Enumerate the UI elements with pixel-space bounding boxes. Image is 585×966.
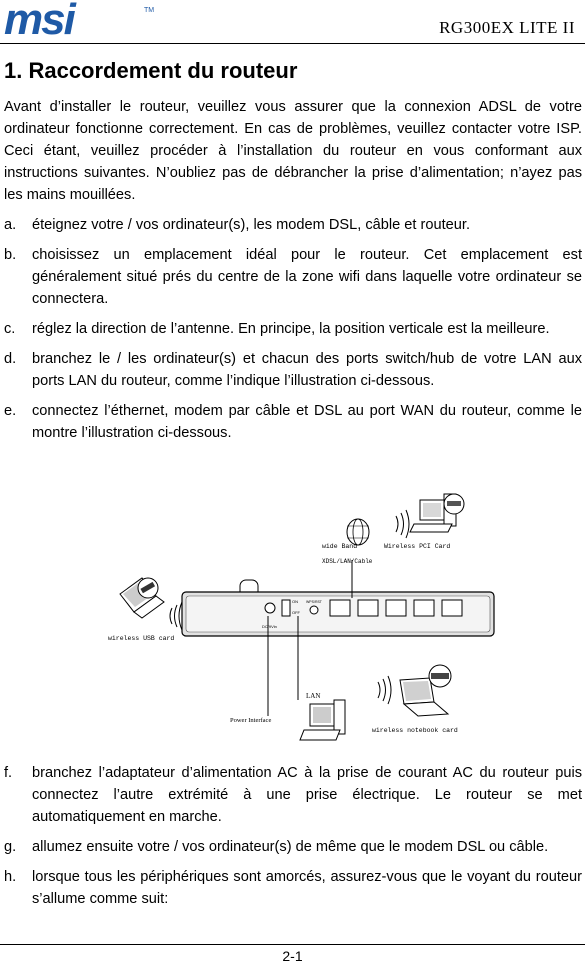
list-marker: e. — [4, 403, 17, 419]
list-marker: g. — [4, 839, 17, 855]
list-text: réglez la direction de l’antenne. En principe, la position verticale est la meilleure. — [32, 321, 550, 337]
label-dcin: DC/9Vin — [262, 624, 277, 629]
list-item — [4, 762, 582, 828]
svg-text:TM: TM — [144, 7, 155, 14]
list-item — [4, 244, 582, 310]
wifi-waves-icon — [170, 602, 182, 630]
list-marker: h. — [4, 869, 17, 885]
header-divider — [0, 43, 585, 44]
list-text: connectez l’éthernet, modem par câble et DSL au port WAN du routeur, comme le montre l’illustration ci-dessous. — [32, 403, 582, 441]
list-text: lorsque tous les périphériques sont amorcés, assurez-vous que le voyant du routeur s’allume comme suit: — [32, 869, 582, 907]
router-connection-diagram — [100, 486, 500, 748]
list-item — [4, 836, 582, 858]
label-notebook: wireless notebook card — [372, 727, 458, 734]
msi-logo — [4, 2, 164, 40]
list-text: éteignez votre / vos ordinateur(s), les modem DSL, câble et routeur. — [32, 217, 471, 233]
section-title: 1. Raccordement du routeur — [4, 58, 298, 83]
label-usb: wireless USB card — [108, 635, 175, 642]
list-text: allumez ensuite votre / vos ordinateur(s) de même que le modem DSL ou câble. — [32, 839, 549, 855]
ethernet-ports — [330, 600, 462, 616]
globe-icon — [347, 519, 369, 545]
list-item — [4, 348, 582, 392]
list-marker: b. — [4, 247, 17, 263]
intro-paragraph: Avant d’installer le routeur, veuillez vous assurer que la connexion ADSL de votre ordinateur fonctionne correctement. En cas de problèmes, veuillez contacter votre ISP. Ceci étant, veuillez procéder à l’installation du routeur en vous conformant aux instructions suivantes. N’oubliez pas de débrancher la prise d’alimentation; n’ayez pas les mains mouillées. — [4, 99, 582, 203]
page-number: 2-1 — [282, 948, 303, 964]
label-lan: LAN — [306, 692, 321, 700]
label-power: Power Interface — [230, 717, 272, 724]
wifi-waves-icon — [378, 676, 391, 704]
list-text: choisissez un emplacement idéal pour le routeur. Cet emplacement est généralement situé prés du centre de la zone wifi dans laquelle votre ordinateur se connectera. — [32, 247, 582, 307]
list-text: branchez le / les ordinateur(s) et chacun des ports switch/hub de votre LAN aux ports LAN du routeur, comme l’indique l’illustration ci-dessous. — [32, 351, 582, 389]
list-marker: c. — [4, 321, 16, 337]
body-text-continued — [4, 762, 582, 910]
lan-pc-icon — [300, 700, 345, 740]
list-item — [4, 214, 582, 236]
label-on: ON — [292, 599, 298, 604]
list-marker: f. — [4, 765, 13, 781]
router-back-panel — [182, 580, 494, 636]
model-name: RG300EX LITE II — [439, 18, 575, 37]
list-text: branchez l’adaptateur d’alimentation AC à la prise de courant AC du routeur puis connectez l’autre extrémité à une prise électrique. Le routeur se met automatiquement en marche. — [32, 765, 582, 825]
body-text — [4, 96, 582, 444]
footer-divider — [0, 944, 585, 945]
wifi-waves-icon — [396, 510, 409, 538]
wps-button-icon — [310, 606, 318, 614]
page-header — [0, 0, 585, 44]
svg-text:msi: msi — [4, 2, 74, 40]
list-marker: d. — [4, 351, 17, 367]
power-switch-icon — [282, 600, 290, 616]
label-wideband: wide Band — [322, 543, 358, 550]
list-item — [4, 866, 582, 910]
power-jack-icon — [265, 603, 275, 613]
label-xdsl: XDSL/LAN/Cable — [322, 558, 373, 565]
list-item — [4, 318, 582, 340]
list-marker: a. — [4, 217, 17, 233]
label-wps: WPS/RST — [306, 600, 322, 604]
list-item — [4, 400, 582, 444]
label-off: OFF — [292, 610, 300, 615]
label-pci: Wireless PCI Card — [384, 543, 451, 550]
